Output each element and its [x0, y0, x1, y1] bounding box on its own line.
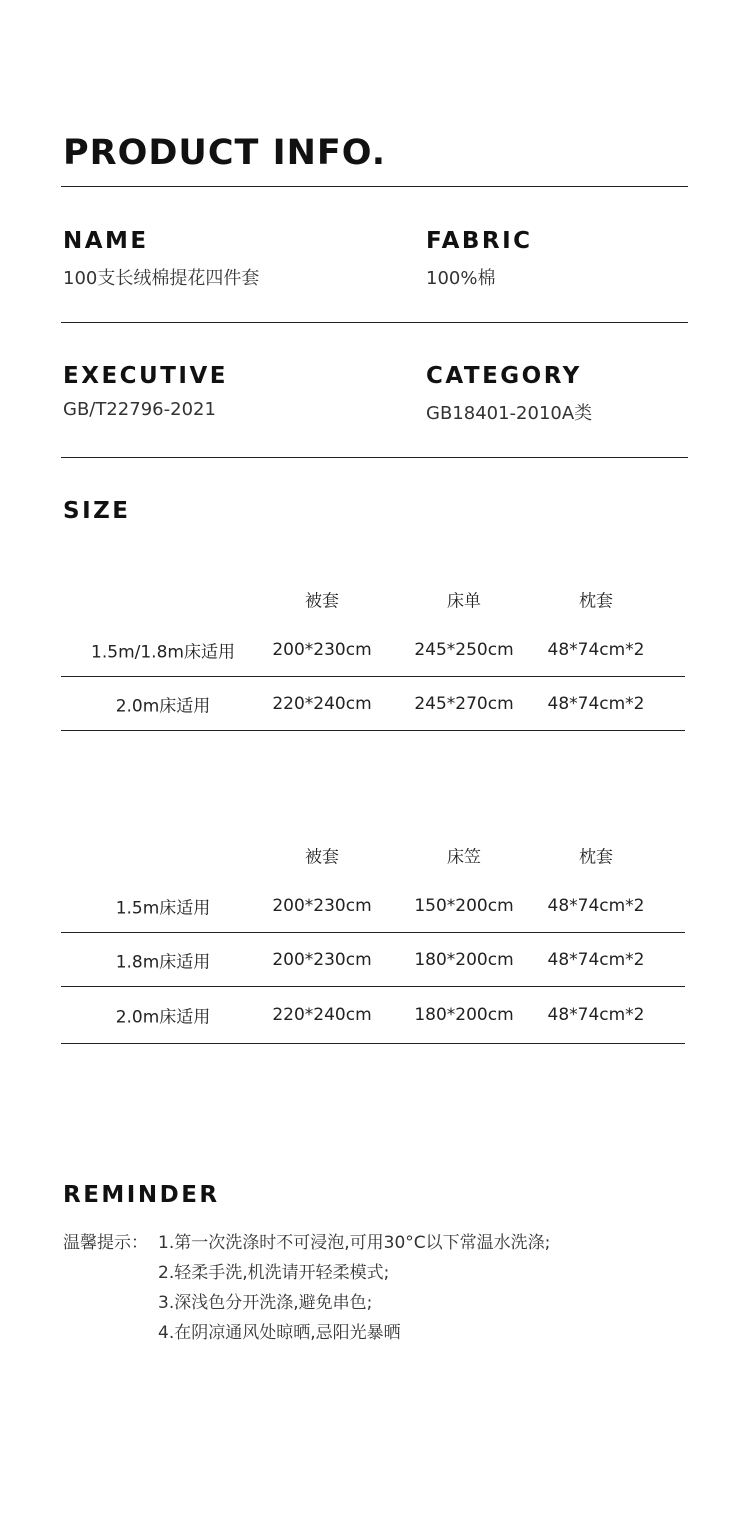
fabric-value: 100%棉 — [426, 268, 496, 289]
table-cell: 48*74cm*2 — [547, 1005, 645, 1025]
table-cell: 150*200cm — [414, 895, 514, 916]
fabric-label: FABRIC — [426, 228, 533, 254]
table-cell: 1.8m床适用 — [115, 952, 211, 972]
table-cell: 48*74cm*2 — [547, 895, 645, 916]
reminder-line: 2.轻柔手洗,机洗请开轻柔模式; — [158, 1263, 390, 1283]
table-cell: 2.0m床适用 — [115, 696, 211, 716]
table-cell: 1.5m床适用 — [115, 898, 211, 918]
table-cell: 200*230cm — [272, 949, 372, 970]
category-label: CATEGORY — [426, 363, 582, 389]
reminder-prefix: 温馨提示： — [63, 1233, 148, 1253]
table-cell: 2.0m床适用 — [115, 1007, 211, 1028]
table-cell: 180*200cm — [414, 1005, 514, 1025]
table-cell: 245*270cm — [414, 693, 514, 714]
table-cell: 200*230cm — [272, 639, 372, 660]
table-cell: 1.5m/1.8m床适用 — [91, 642, 235, 662]
category-value: GB18401-2010A类 — [426, 403, 593, 424]
table-header-row — [61, 575, 685, 623]
table-cell: 220*240cm — [272, 1005, 372, 1025]
table-row — [61, 933, 685, 987]
name-label: NAME — [63, 228, 149, 254]
table-header-cell: 床单 — [447, 591, 481, 612]
table-cell: 48*74cm*2 — [547, 639, 645, 660]
table-header-cell: 被套 — [305, 591, 339, 612]
table-header-row — [61, 831, 685, 879]
table-row — [61, 987, 685, 1044]
reminder-label: REMINDER — [63, 1182, 220, 1208]
divider — [61, 322, 688, 323]
table-cell: 245*250cm — [414, 639, 514, 660]
size-label: SIZE — [63, 498, 131, 524]
size-table-duvet-sheet — [61, 575, 685, 731]
table-row — [61, 677, 685, 731]
table-row — [61, 623, 685, 677]
size-table-duvet-fitted-sheet — [61, 831, 685, 1044]
table-row — [61, 879, 685, 933]
table-cell: 220*240cm — [272, 693, 372, 714]
table-header-cell: 枕套 — [579, 847, 613, 868]
table-cell: 48*74cm*2 — [547, 693, 645, 714]
divider — [61, 186, 688, 187]
name-value: 100支长绒棉提花四件套 — [63, 268, 260, 289]
page-title: PRODUCT INFO. — [63, 133, 387, 173]
executive-label: EXECUTIVE — [63, 363, 228, 389]
table-cell: 48*74cm*2 — [547, 949, 645, 970]
table-header-cell: 枕套 — [579, 591, 613, 612]
executive-value: GB/T22796-2021 — [63, 399, 216, 420]
table-header-cell: 被套 — [305, 847, 339, 868]
table-cell: 180*200cm — [414, 949, 514, 970]
table-cell: 200*230cm — [272, 895, 372, 916]
divider — [61, 457, 688, 458]
table-header-cell: 床笠 — [447, 847, 481, 868]
reminder-line: 3.深浅色分开洗涤,避免串色; — [158, 1293, 373, 1313]
reminder-line: 4.在阴凉通风处晾晒,忌阳光暴晒 — [158, 1323, 401, 1343]
reminder-line: 1.第一次洗涤时不可浸泡,可用30°C以下常温水洗涤; — [158, 1233, 551, 1253]
